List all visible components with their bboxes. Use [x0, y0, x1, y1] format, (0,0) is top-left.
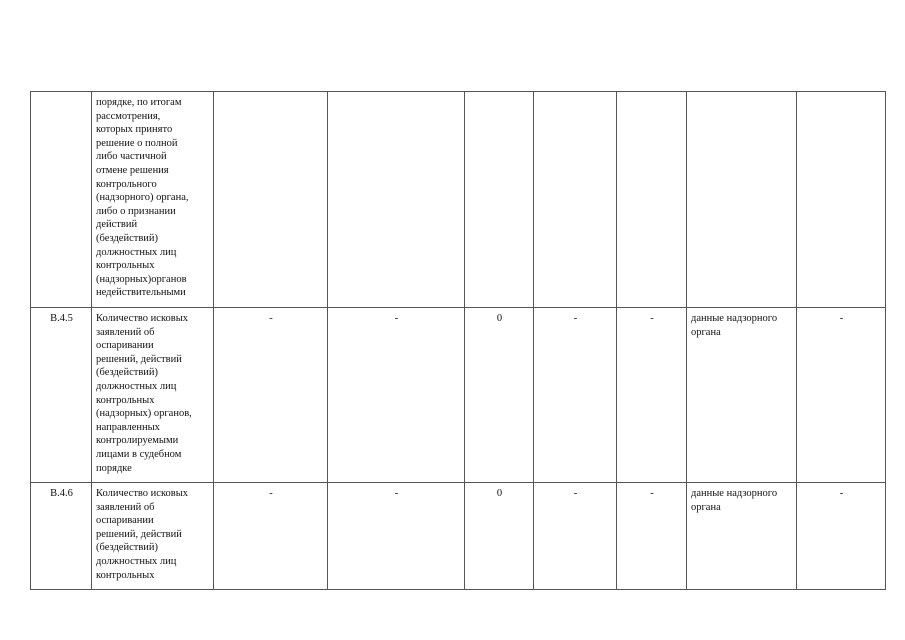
value-cell-6: -	[534, 308, 617, 483]
text-line: контрольных	[96, 260, 155, 272]
indicator-code-cell: В.4.6	[31, 483, 92, 590]
value-cell-7	[617, 92, 687, 308]
text-line: должностных лиц	[96, 380, 177, 392]
text-line: направленных	[96, 421, 160, 433]
value-cell-7: -	[617, 308, 687, 483]
text-line: лицами в судебном	[96, 448, 182, 460]
description-text	[92, 308, 213, 475]
value-cell-6: -	[534, 483, 617, 590]
text-line: органа	[691, 501, 721, 513]
text-line: (бездействий)	[96, 232, 159, 244]
text-line: данные надзорного	[691, 313, 778, 324]
text-line: должностных лиц	[96, 555, 177, 567]
value-cell-3: -	[214, 308, 328, 483]
text-line: (надзорных) органов,	[96, 408, 192, 420]
value-cell-3: -	[214, 483, 328, 590]
description-text	[92, 92, 213, 300]
text-line: либо о признании	[96, 205, 176, 217]
text-line: решений, действий	[96, 528, 182, 540]
text-line: рассмотрения,	[96, 110, 161, 122]
table-row	[31, 308, 886, 483]
value-cell-5: 0	[465, 308, 534, 483]
text-line: порядке	[96, 462, 132, 474]
data-source-cell	[687, 92, 797, 308]
table-row	[31, 92, 886, 308]
text-line: (надзорного) органа,	[96, 192, 189, 204]
data-source-cell	[687, 308, 797, 483]
text-line: данные надзорного	[691, 488, 778, 499]
text-line: которых принято	[96, 124, 173, 136]
text-line: решений, действий	[96, 353, 182, 365]
indicator-description-cell	[92, 92, 214, 308]
indicator-code-cell	[31, 92, 92, 308]
text-line: Количество исковых	[96, 313, 189, 324]
text-line: Количество исковых	[96, 488, 189, 499]
text-line: порядке, по итогам	[96, 97, 182, 108]
text-line: (бездействий)	[96, 542, 159, 554]
value-cell-9: -	[797, 483, 886, 590]
indicator-description-cell	[92, 308, 214, 483]
value-cell-4: -	[328, 483, 465, 590]
description-text	[92, 483, 213, 582]
text-line: должностных лиц	[96, 246, 177, 258]
text-line: недействительными	[96, 287, 186, 299]
text-line: оспаривании	[96, 340, 154, 352]
indicator-code-cell: В.4.5	[31, 308, 92, 483]
text-line: оспаривании	[96, 515, 154, 527]
indicator-description-cell	[92, 483, 214, 590]
value-cell-5: 0	[465, 483, 534, 590]
text-line: отмене решения	[96, 164, 169, 176]
text-line: контрольных	[96, 569, 155, 581]
text-line: заявлений об	[96, 501, 155, 513]
value-cell-4: -	[328, 308, 465, 483]
indicator-table	[30, 91, 886, 590]
text-line: заявлений об	[96, 326, 155, 338]
value-cell-9: -	[797, 308, 886, 483]
text-line: (бездействий)	[96, 367, 159, 379]
text-line: действий	[96, 219, 138, 231]
text-line: контролируемыми	[96, 435, 179, 447]
text-line: контрольных	[96, 394, 155, 406]
value-cell-6	[534, 92, 617, 308]
text-line: либо частичной	[96, 151, 167, 163]
text-line: решение о полной	[96, 137, 178, 149]
data-source-cell	[687, 483, 797, 590]
table-row	[31, 483, 886, 590]
text-line: (надзорных)органов	[96, 273, 187, 285]
text-line: контрольного	[96, 178, 157, 190]
value-cell-7: -	[617, 483, 687, 590]
value-cell-5	[465, 92, 534, 308]
text-line: органа	[691, 326, 721, 338]
value-cell-3	[214, 92, 328, 308]
value-cell-9	[797, 92, 886, 308]
value-cell-4	[328, 92, 465, 308]
